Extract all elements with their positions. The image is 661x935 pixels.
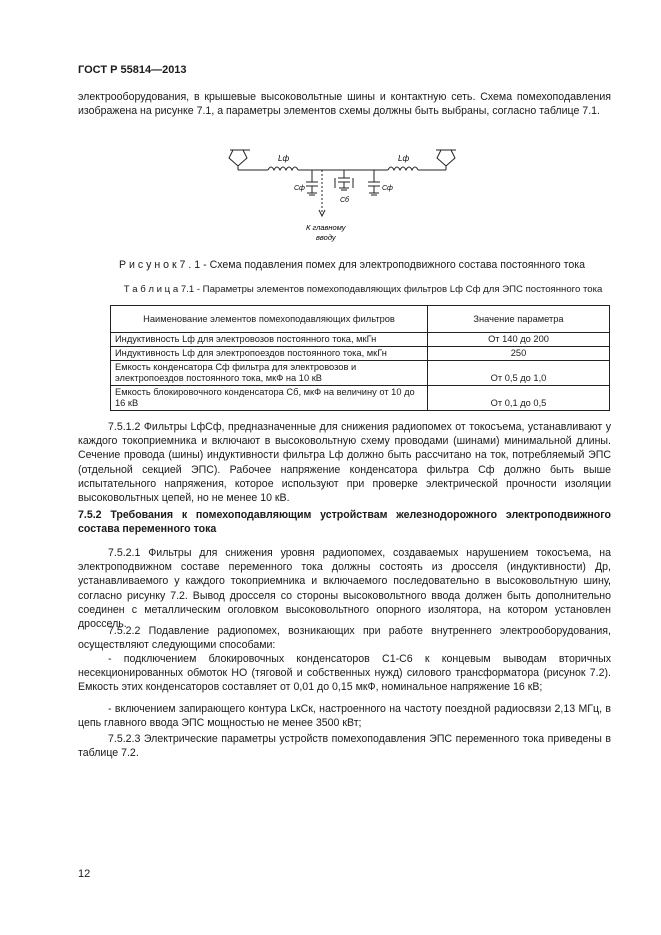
table-row — [111, 386, 610, 411]
bullet-capacitors: - подключением блокировочных конденсаторов С1-С6 к концевым выводам вторичных несекционированных обмоток НО (тяговой и собственных нужд) силового трансформатора (рисунок 7.2). Емкость этих конденсаторов составляет от 0,01 до 0,15 мкФ, номинальное напряжение 16 кВ; — [78, 653, 611, 694]
table-cell-name: Емкость блокировочного конденсатора Cб, мкФ на величину от 10 до 16 кВ — [111, 386, 428, 411]
section-heading-752: 7.5.2 Требования к помехоподавляющим устройствам железнодорожного электроподвижного состава переменного тока — [78, 509, 611, 536]
label-cb: Cб — [340, 197, 349, 204]
table-row — [111, 361, 610, 386]
inductor-left-icon — [268, 167, 298, 170]
pantograph-right-icon — [436, 150, 456, 170]
label-cf-right: Cф — [382, 185, 393, 192]
capacitor-cf-left-icon — [306, 170, 318, 195]
table-cell-value: 250 — [428, 347, 610, 361]
label-lf-right: Lф — [398, 154, 410, 163]
label-cf-left: Cф — [294, 185, 305, 192]
label-feed-1: К главному — [306, 223, 346, 232]
circuit-diagram — [226, 138, 466, 248]
table-header-name: Наименование элементов помехоподавляющих фильтров — [111, 306, 428, 333]
page-number: 12 — [78, 868, 91, 880]
capacitor-cf-right-icon — [368, 170, 380, 195]
paragraph-7512: 7.5.1.2 Фильтры LфCф, предназначенные для снижения радиопомех от токосъема, устанавливают у каждого токоприемника и включают в высоковольтную схему проводами (шинами) минимальной длины. Сечение провода (шины) индуктивности фильтра Lф должно быть рассчитано на ток, потребляемый ЭПС (отдельной секцией ЭПС). Рабочее напряжение конденсатора фильтра Cф должно быть выше испытательного напряжения, которое используют при проверке электрической прочности изоляции высоковольтных цепей, но не менее 10 кВ. — [78, 421, 611, 505]
parameters-table — [110, 305, 610, 411]
table-caption: Т а б л и ц а 7.1 - Параметры элементов помехоподавляющих фильтров Lф Cф для ЭПС постоянного тока — [123, 284, 603, 295]
figure-caption: Р и с у н о к 7 . 1 - Схема подавления помех для электроподвижного состава постоянного тока — [118, 259, 585, 271]
pantograph-left-icon — [229, 150, 250, 170]
table-header-value: Значение параметра — [428, 306, 610, 333]
label-lf-left: Lф — [278, 154, 290, 163]
document-header: ГОСТ Р 55814—2013 — [78, 64, 187, 76]
bullet-lc-circuit: - включением запирающего контура LкCк, настроенного на частоту поездной радиосвязи 2,13 МГц, в цепь главного ввода ЭПС мощностью не менее 3500 кВт; — [78, 703, 611, 730]
table-cell-value: От 0,1 до 0,5 — [428, 386, 610, 411]
inductor-right-icon — [388, 167, 418, 170]
table-row — [111, 347, 610, 361]
table-cell-value: От 140 до 200 — [428, 333, 610, 347]
table-cell-name: Индуктивность Lф для электропоездов постоянного тока, мкГн — [111, 347, 428, 361]
paragraph-7521: 7.5.2.1 Фильтры для снижения уровня радиопомех, создаваемых нарушением токосъема, на электроподвижном составе переменного тока должны состоять из дросселя (индуктивности) Др, устанавливаемого у каждого токоприемника и включаемого последовательно в высоковольтную шину, согласно рисунку 7.2. Вывод дросселя со стороны высоковольтного ввода должен быть дополнительно соединен с металлическим оголовком высоковольтного опорного изолятора, на котором установлен дроссель. — [78, 547, 611, 631]
paragraph-7522: 7.5.2.2 Подавление радиопомех, возникающих при работе внутреннего электрооборудования, осуществляют следующими способами: — [78, 625, 611, 652]
table-cell-name: Емкость конденсатора Cф фильтра для электровозов и электропоездов постоянного тока, мкФ на 10 кВ — [111, 361, 428, 386]
capacitor-cb-icon — [335, 170, 353, 190]
table-cell-name: Индуктивность Lф для электровозов постоянного тока, мкГн — [111, 333, 428, 347]
table-row — [111, 333, 610, 347]
table-cell-value: От 0,5 до 1,0 — [428, 361, 610, 386]
label-feed-2: вводу — [316, 233, 336, 242]
paragraph-7523: 7.5.2.3 Электрические параметры устройств помехоподавления ЭПС переменного тока приведены в таблице 7.2. — [78, 733, 611, 760]
intro-paragraph: электрооборудования, в крышевые высоковольтные шины и контактную сеть. Схема помехоподавления изображена на рисунке 7.1, а параметры элементов схемы должны быть выбраны, согласно таблице 7.1. — [78, 91, 611, 118]
table-header-row — [111, 306, 610, 333]
